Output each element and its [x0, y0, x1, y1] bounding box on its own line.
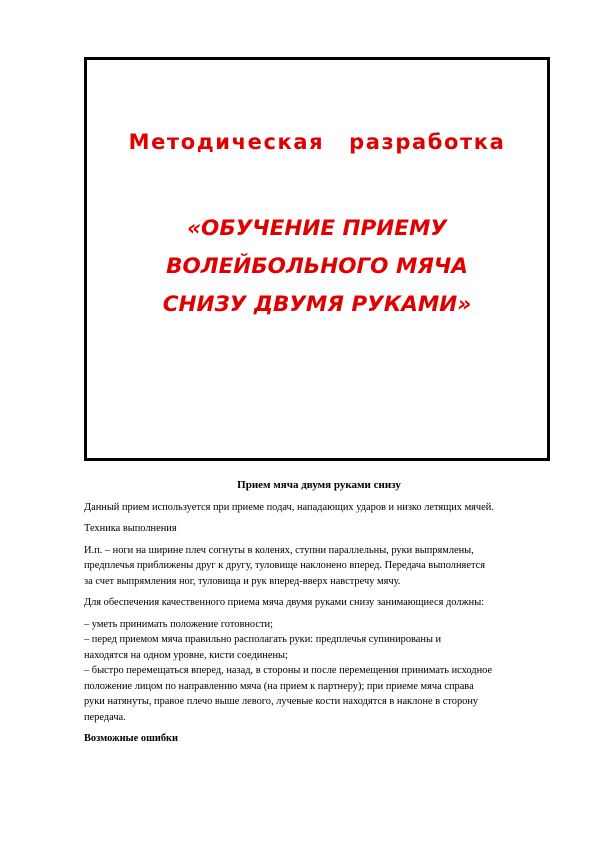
list-line: передача. [84, 711, 126, 723]
title-box [84, 57, 550, 461]
paragraph-line: предплечья приближены друг к другу, туловище наклонено вперед. Передача выполняется [84, 560, 486, 571]
document-body [84, 478, 554, 747]
list-line: – быстро перемещаться вперед, назад, в стороны и после перемещения принимать исходное [84, 665, 493, 676]
document-title-line: ВОЛЕЙБОЛЬНОГО МЯЧА [166, 254, 468, 279]
list-line: находятся на одном уровне, кисти соединены; [84, 649, 288, 661]
list-line: положение лицом по направлению мяча (на прием к партнеру); при приеме мяча справа [84, 680, 474, 692]
list-line: – уметь принимать положение готовности; [84, 618, 273, 630]
paragraph-line: за счет выпрямления ног, туловища и рук вперед-вверх навстречу мячу. [84, 575, 401, 587]
paragraph-line: И.п. – ноги на ширине плеч согнуты в коленях, ступни параллельны, руки выпрямлены, [84, 544, 474, 556]
errors-title: Возможные ошибки [84, 733, 178, 744]
document-type-label: Методическая разработка [128, 130, 506, 154]
list-line: руки натянуты, правое плечо выше левого, лучевые кости находятся в наклоне в сторону [84, 696, 479, 707]
document-title-line: «ОБУЧЕНИЕ ПРИЕМУ [187, 216, 447, 241]
section-heading: Прием мяча двумя руками снизу [237, 479, 401, 491]
document-title [87, 210, 547, 324]
intro-paragraph: Данный прием используется при приеме подач, нападающих ударов и низко летящих мячей. [84, 501, 494, 513]
document-title-line: СНИЗУ ДВУМЯ РУКАМИ» [162, 292, 472, 317]
requirements-title: Для обеспечения качественного приема мяча двумя руками снизу занимающиеся должны: [84, 597, 485, 608]
technique-title: Техника выполнения [84, 523, 177, 534]
list-line: – перед приемом мяча правильно располагать руки: предплечья супинированы и [84, 634, 442, 645]
requirements-list [84, 617, 554, 726]
technique-paragraph [84, 543, 554, 590]
